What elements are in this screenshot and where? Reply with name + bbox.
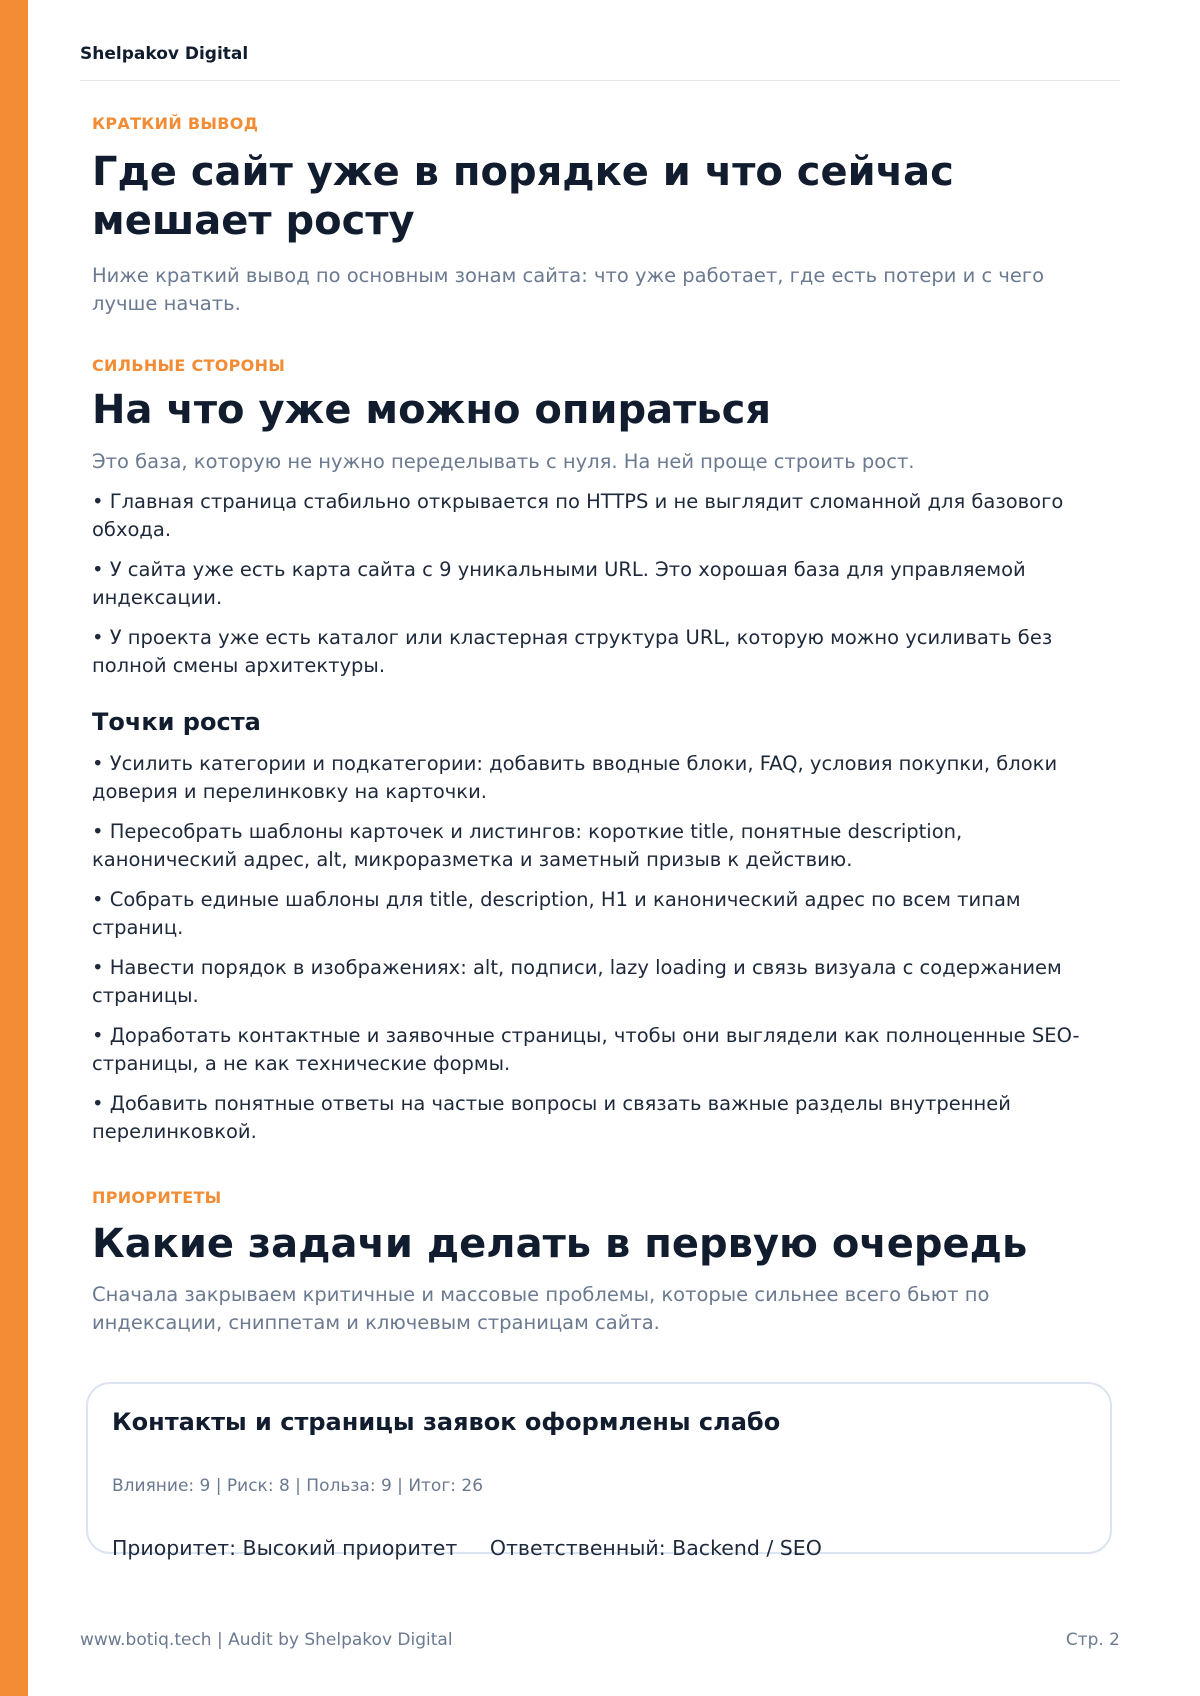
strengths-lead: Это база, которую не нужно переделывать с нуля. На ней проще строить рост. xyxy=(92,450,915,473)
list-item: • Навести порядок в изображениях: alt, подписи, lazy loading и связь визуала с содержанием страницы. xyxy=(92,956,1062,1007)
list-item: • Доработать контактные и заявочные страницы, чтобы они выглядели как полноценные SEO-страницы, а не как технические формы. xyxy=(92,1024,1080,1075)
task-title: Контакты и страницы заявок оформлены слабо xyxy=(112,1408,781,1436)
list-item: • Главная страница стабильно открывается по HTTPS и не выглядит сломанной для базового обхода. xyxy=(92,490,1064,541)
growth-title: Точки роста xyxy=(92,708,261,736)
page-number: Стр. 2 xyxy=(1065,1630,1120,1650)
page-content xyxy=(92,112,1112,1337)
strengths-title: На что уже можно опираться xyxy=(92,387,772,433)
priorities-lead: Сначала закрываем критичные и массовые проблемы, которые сильнее всего бьют по индексации, сниппетам и ключевым страницам сайта. xyxy=(92,1283,990,1334)
task-priority: Приоритет: Высокий приоритет xyxy=(112,1536,458,1560)
list-item: • Собрать единые шаблоны для title, description, H1 и канонический адрес по всем типам страниц. xyxy=(92,888,1021,939)
page-header xyxy=(80,42,1120,81)
accent-sidebar-bar xyxy=(0,0,28,1696)
list-item: • У проекта уже есть каталог или кластерная структура URL, которую можно усиливать без полной смены архитектуры. xyxy=(92,626,1053,677)
list-item: • Усилить категории и подкатегории: добавить вводные блоки, FAQ, условия покупки, блоки доверия и перелинковку на карточки. xyxy=(92,752,1058,803)
task-scores: Влияние: 9 | Риск: 8 | Польза: 9 | Итог: 26 xyxy=(112,1476,484,1496)
list-item: • У сайта уже есть карта сайта с 9 уникальными URL. Это хорошая база для управляемой индексации. xyxy=(92,558,1026,609)
summary-eyebrow: КРАТКИЙ ВЫВОД xyxy=(92,114,259,133)
strengths-eyebrow: СИЛЬНЫЕ СТОРОНЫ xyxy=(92,356,286,375)
growth-list xyxy=(92,750,1112,1146)
priority-task-card xyxy=(86,1382,1112,1560)
footer-site-credit: www.botiq.tech | Audit by Shelpakov Digital xyxy=(80,1630,453,1650)
growth-section xyxy=(92,706,1112,1146)
task-owner: Ответственный: Backend / SEO xyxy=(489,1536,822,1560)
list-item: • Добавить понятные ответы на частые вопросы и связать важные разделы внутренней перелинковкой. xyxy=(92,1092,1011,1143)
priorities-title: Какие задачи делать в первую очередь xyxy=(92,1221,1028,1267)
summary-lead: Ниже краткий вывод по основным зонам сайта: что уже работает, где есть потери и с чего лучше начать. xyxy=(92,264,1045,315)
priorities-section xyxy=(92,1186,1112,1337)
strengths-list xyxy=(92,488,1112,680)
brand-name: Shelpakov Digital xyxy=(80,44,249,64)
strengths-section xyxy=(92,354,1112,680)
summary-title: Где сайт уже в порядке и что сейчас мешает росту xyxy=(92,149,954,244)
priorities-eyebrow: ПРИОРИТЕТЫ xyxy=(92,1188,222,1207)
list-item: • Пересобрать шаблоны карточек и листингов: короткие title, понятные description, канонический адрес, alt, микроразметка и заметный призыв к действию. xyxy=(92,820,963,871)
summary-section xyxy=(92,112,1112,318)
task-meta xyxy=(112,1534,1086,1562)
